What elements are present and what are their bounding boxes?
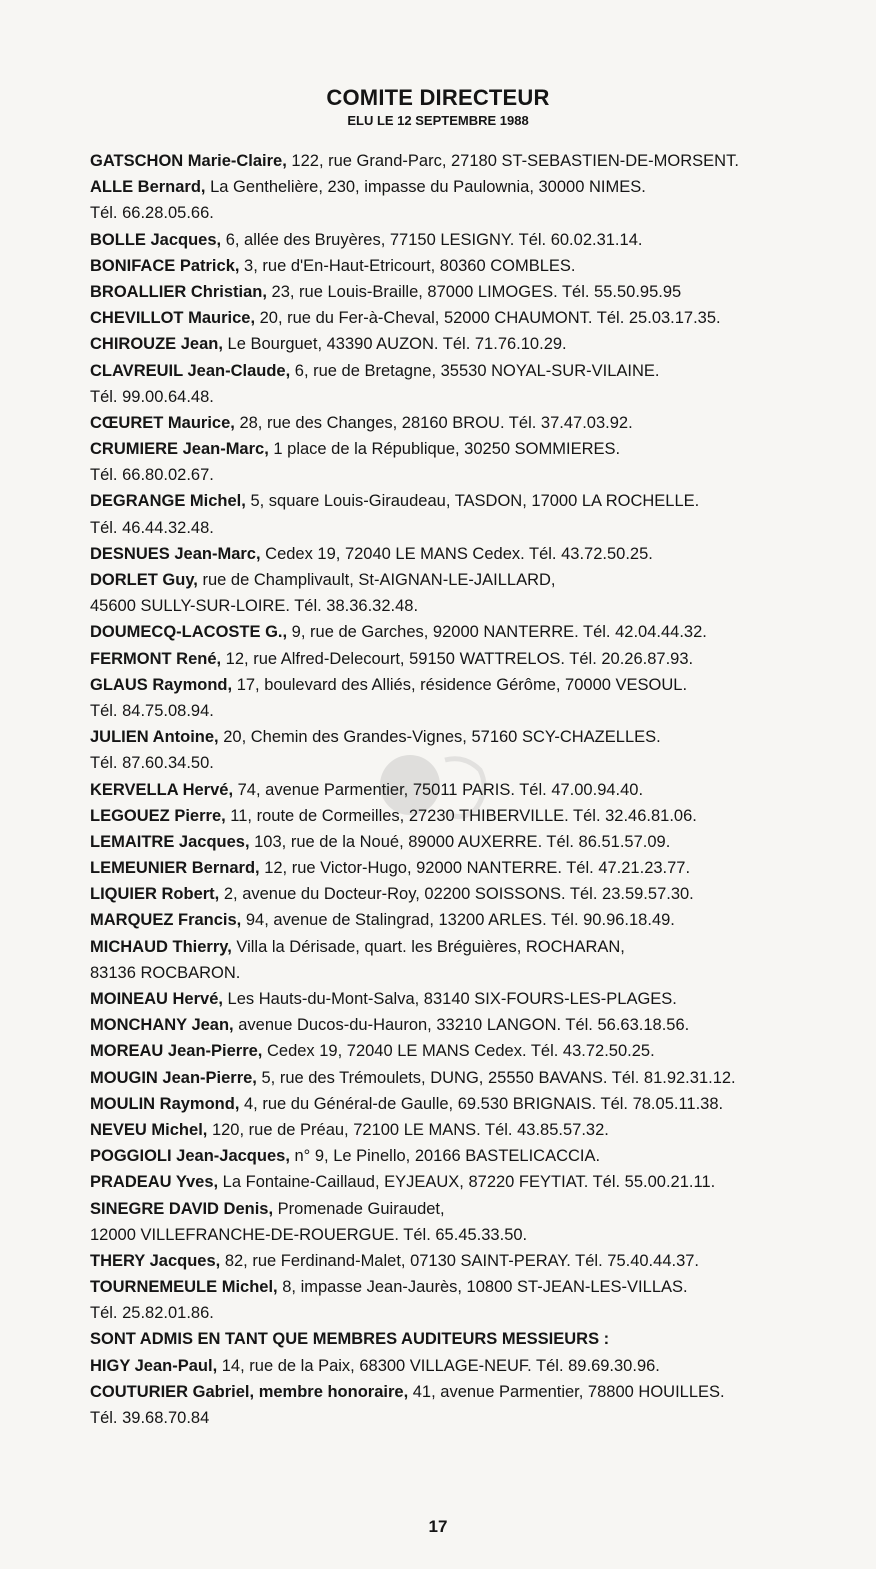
member-name: MOREAU Jean-Pierre, <box>90 1042 263 1061</box>
list-item <box>90 646 860 672</box>
member-details: 20, Chemin des Grandes-Vignes, 57160 SCY-CHAZELLES. <box>218 728 661 747</box>
member-name: MOINEAU Hervé, <box>90 990 223 1008</box>
list-item <box>90 279 860 305</box>
member-details: 4, rue du Général-de Gaulle, 69.530 BRIGNAIS. Tél. 78.05.11.38. <box>239 1094 724 1113</box>
list-item <box>90 515 860 541</box>
member-name: CŒURET Maurice, <box>90 413 235 432</box>
page-number: 17 <box>428 1517 448 1536</box>
member-name: MARQUEZ Francis, <box>90 911 242 930</box>
list-item <box>90 305 860 331</box>
list-item <box>90 1091 860 1117</box>
page-title: COMITE DIRECTEUR <box>326 85 550 110</box>
list-item <box>90 803 860 829</box>
member-name: PRADEAU Yves, <box>90 1173 219 1192</box>
list-item <box>90 1379 860 1405</box>
list-item <box>90 1300 860 1326</box>
list-item <box>90 462 860 488</box>
member-details: Promenade Guiraudet, <box>273 1199 445 1218</box>
list-item <box>90 986 860 1012</box>
list-item <box>90 698 860 724</box>
member-details: Tél. 84.75.08.94. <box>90 701 214 720</box>
member-details: 14, rue de la Paix, 68300 VILLAGE-NEUF. Tél. 89.69.30.96. <box>217 1356 660 1375</box>
member-name: DOUMECQ-LACOSTE G., <box>90 623 288 642</box>
list-item <box>90 410 860 436</box>
list-item <box>90 567 860 593</box>
member-details: Tél. 46.44.32.48. <box>90 518 214 537</box>
member-details: 28, rue des Changes, 28160 BROU. Tél. 37.47.03.92. <box>234 413 633 432</box>
member-details: Tél. 99.00.64.48. <box>90 387 214 406</box>
member-name: ALLE Bernard, <box>90 178 206 197</box>
member-details: Tél. 66.28.05.66. <box>90 204 214 223</box>
member-name: LEMEUNIER Bernard, <box>90 859 260 878</box>
member-details: 120, rue de Préau, 72100 LE MANS. Tél. 43.85.57.32. <box>207 1120 609 1139</box>
member-details: 41, avenue Parmentier, 78800 HOUILLES. <box>408 1382 725 1401</box>
member-name: BONIFACE Patrick, <box>90 256 240 275</box>
member-name: MOUGIN Jean-Pierre, <box>90 1068 257 1087</box>
member-details: 82, rue Ferdinand-Malet, 07130 SAINT-PERAY. Tél. 75.40.44.37. <box>220 1251 700 1270</box>
list-item <box>90 200 860 226</box>
member-name: LIQUIER Robert, <box>90 885 220 904</box>
member-details: Tél. 66.80.02.67. <box>90 466 214 485</box>
list-item <box>90 672 860 698</box>
list-item <box>90 593 860 619</box>
list-item <box>90 331 860 357</box>
member-details: Villa la Dérisade, quart. les Bréguières, ROCHARAN, <box>231 937 625 956</box>
member-details: 45600 SULLY-SUR-LOIRE. Tél. 38.36.32.48. <box>90 597 419 616</box>
list-item <box>90 174 860 200</box>
member-name: HIGY Jean-Paul, <box>90 1356 218 1375</box>
member-name: CHEVILLOT Maurice, <box>90 309 256 328</box>
member-name: BOLLE Jacques, <box>90 230 222 249</box>
member-name: CHIROUZE Jean, <box>90 335 223 354</box>
list-item <box>90 1274 860 1300</box>
member-details: 103, rue de la Noué, 89000 AUXERRE. Tél. 86.51.57.09. <box>249 832 671 851</box>
list-item <box>90 777 860 803</box>
member-details: Tél. 87.60.34.50. <box>90 754 214 773</box>
member-details: Tél. 25.82.01.86. <box>90 1304 214 1323</box>
member-name: TOURNEMEULE Michel, <box>90 1278 278 1297</box>
list-item <box>90 960 860 986</box>
member-details: 2, avenue du Docteur-Roy, 02200 SOISSONS. Tél. 23.59.57.30. <box>219 885 694 904</box>
member-details: n° 9, Le Pinello, 20166 BASTELICACCIA. <box>289 1147 601 1166</box>
list-item <box>90 1222 860 1248</box>
member-name: CRUMIERE Jean-Marc, <box>90 440 269 459</box>
list-item <box>90 855 860 881</box>
list-item <box>90 227 860 253</box>
list-item <box>90 829 860 855</box>
member-name: CLAVREUIL Jean-Claude, <box>90 361 291 380</box>
member-details: 20, rue du Fer-à-Cheval, 52000 CHAUMONT. Tél. 25.03.17.35. <box>255 309 721 328</box>
member-details: 6, rue de Bretagne, 35530 NOYAL-SUR-VILAINE. <box>290 361 660 380</box>
member-details: 11, route de Cormeilles, 27230 THIBERVILLE. Tél. 32.46.81.06. <box>225 806 697 825</box>
document-header <box>0 84 876 130</box>
member-details: La Genthelière, 230, impasse du Paulownia, 30000 NIMES. <box>205 178 646 197</box>
member-details: 8, impasse Jean-Jaurès, 10800 ST-JEAN-LES-VILLAS. <box>277 1278 688 1297</box>
member-name: GATSCHON Marie-Claire, <box>90 152 287 170</box>
member-details: 5, rue des Trémoulets, DUNG, 25550 BAVANS. Tél. 81.92.31.12. <box>256 1068 736 1087</box>
list-item <box>90 934 860 960</box>
list-item <box>90 1248 860 1274</box>
member-details: La Fontaine-Caillaud, EYJEAUX, 87220 FEYTIAT. Tél. 55.00.21.11. <box>218 1173 716 1192</box>
member-name: MONCHANY Jean, <box>90 1016 234 1035</box>
member-details: 12000 VILLEFRANCHE-DE-ROUERGUE. Tél. 65.45.33.50. <box>90 1225 528 1244</box>
list-item <box>90 1065 860 1091</box>
member-name: SINEGRE DAVID Denis, <box>90 1199 274 1218</box>
list-item <box>90 750 860 776</box>
list-item <box>90 436 860 462</box>
member-details: Les Hauts-du-Mont-Salva, 83140 SIX-FOURS-LES-PLAGES. <box>222 990 677 1008</box>
member-details: 12, rue Alfred-Delecourt, 59150 WATTRELOS. Tél. 20.26.87.93. <box>221 649 694 668</box>
list-item <box>90 724 860 750</box>
auditors-heading: SONT ADMIS EN TANT QUE MEMBRES AUDITEURS MESSIEURS : <box>90 1330 610 1349</box>
member-name: LEMAITRE Jacques, <box>90 832 250 851</box>
member-details: 5, square Louis-Giraudeau, TASDON, 17000 LA ROCHELLE. <box>245 492 700 511</box>
member-name: BROALLIER Christian, <box>90 282 267 301</box>
list-item <box>90 358 860 384</box>
member-details: 17, boulevard des Alliés, résidence Gérôme, 70000 VESOUL. <box>232 675 688 694</box>
member-name: POGGIOLI Jean-Jacques, <box>90 1147 290 1166</box>
member-name: MICHAUD Thierry, <box>90 937 232 956</box>
member-name: COUTURIER Gabriel, membre honoraire, <box>90 1382 409 1401</box>
page-subtitle: ELU LE 12 SEPTEMBRE 1988 <box>347 113 529 128</box>
list-item <box>90 148 860 174</box>
member-name: DESNUES Jean-Marc, <box>90 544 261 563</box>
member-name: DORLET Guy, <box>90 571 198 589</box>
member-name: GLAUS Raymond, <box>90 675 233 694</box>
list-item <box>90 541 860 567</box>
member-details: 83136 ROCBARON. <box>90 963 241 982</box>
member-name: KERVELLA Hervé, <box>90 780 234 799</box>
member-details: 122, rue Grand-Parc, 27180 ST-SEBASTIEN-DE-MORSENT. <box>286 152 739 170</box>
list-item <box>90 907 860 933</box>
member-details: Tél. 39.68.70.84 <box>90 1409 210 1427</box>
member-name: DEGRANGE Michel, <box>90 492 246 511</box>
list-item <box>90 488 860 514</box>
member-name: FERMONT René, <box>90 649 222 668</box>
list-item <box>90 384 860 410</box>
member-name: MOULIN Raymond, <box>90 1094 240 1113</box>
list-item <box>90 1169 860 1195</box>
member-details: avenue Ducos-du-Hauron, 33210 LANGON. Tél. 56.63.18.56. <box>233 1016 690 1035</box>
member-name: NEVEU Michel, <box>90 1120 208 1139</box>
member-details: 6, allée des Bruyères, 77150 LESIGNY. Tél. 60.02.31.14. <box>221 230 643 249</box>
member-details: rue de Champlivault, St-AIGNAN-LE-JAILLARD, <box>197 571 556 589</box>
list-item <box>90 881 860 907</box>
member-details: Cedex 19, 72040 LE MANS Cedex. Tél. 43.72.50.25. <box>260 544 653 563</box>
member-details: 9, rue de Garches, 92000 NANTERRE. Tél. 42.04.44.32. <box>287 623 707 642</box>
list-item <box>90 619 860 645</box>
member-details: 12, rue Victor-Hugo, 92000 NANTERRE. Tél. 47.21.23.77. <box>259 859 691 878</box>
list-item <box>90 1353 860 1379</box>
member-name: LEGOUEZ Pierre, <box>90 806 226 825</box>
list-item <box>90 1405 860 1431</box>
member-list <box>90 148 860 1431</box>
member-details: 23, rue Louis-Braille, 87000 LIMOGES. Tél. 55.50.95.95 <box>266 282 682 301</box>
list-item <box>90 1143 860 1169</box>
member-details: 94, avenue de Stalingrad, 13200 ARLES. Tél. 90.96.18.49. <box>241 911 675 930</box>
list-item <box>90 1117 860 1143</box>
list-item <box>90 1012 860 1038</box>
member-details: 1 place de la République, 30250 SOMMIERES. <box>268 440 621 459</box>
member-details: Le Bourguet, 43390 AUZON. Tél. 71.76.10.29. <box>222 335 567 354</box>
list-item <box>90 253 860 279</box>
member-details: 3, rue d'En-Haut-Etricourt, 80360 COMBLES. <box>239 256 576 275</box>
list-item <box>90 1196 860 1222</box>
list-item <box>90 1038 860 1064</box>
member-name: THERY Jacques, <box>90 1251 221 1270</box>
member-details: Cedex 19, 72040 LE MANS Cedex. Tél. 43.72.50.25. <box>262 1042 655 1061</box>
member-details: 74, avenue Parmentier, 75011 PARIS. Tél. 47.00.94.40. <box>233 780 644 799</box>
member-name: JULIEN Antoine, <box>90 728 219 747</box>
